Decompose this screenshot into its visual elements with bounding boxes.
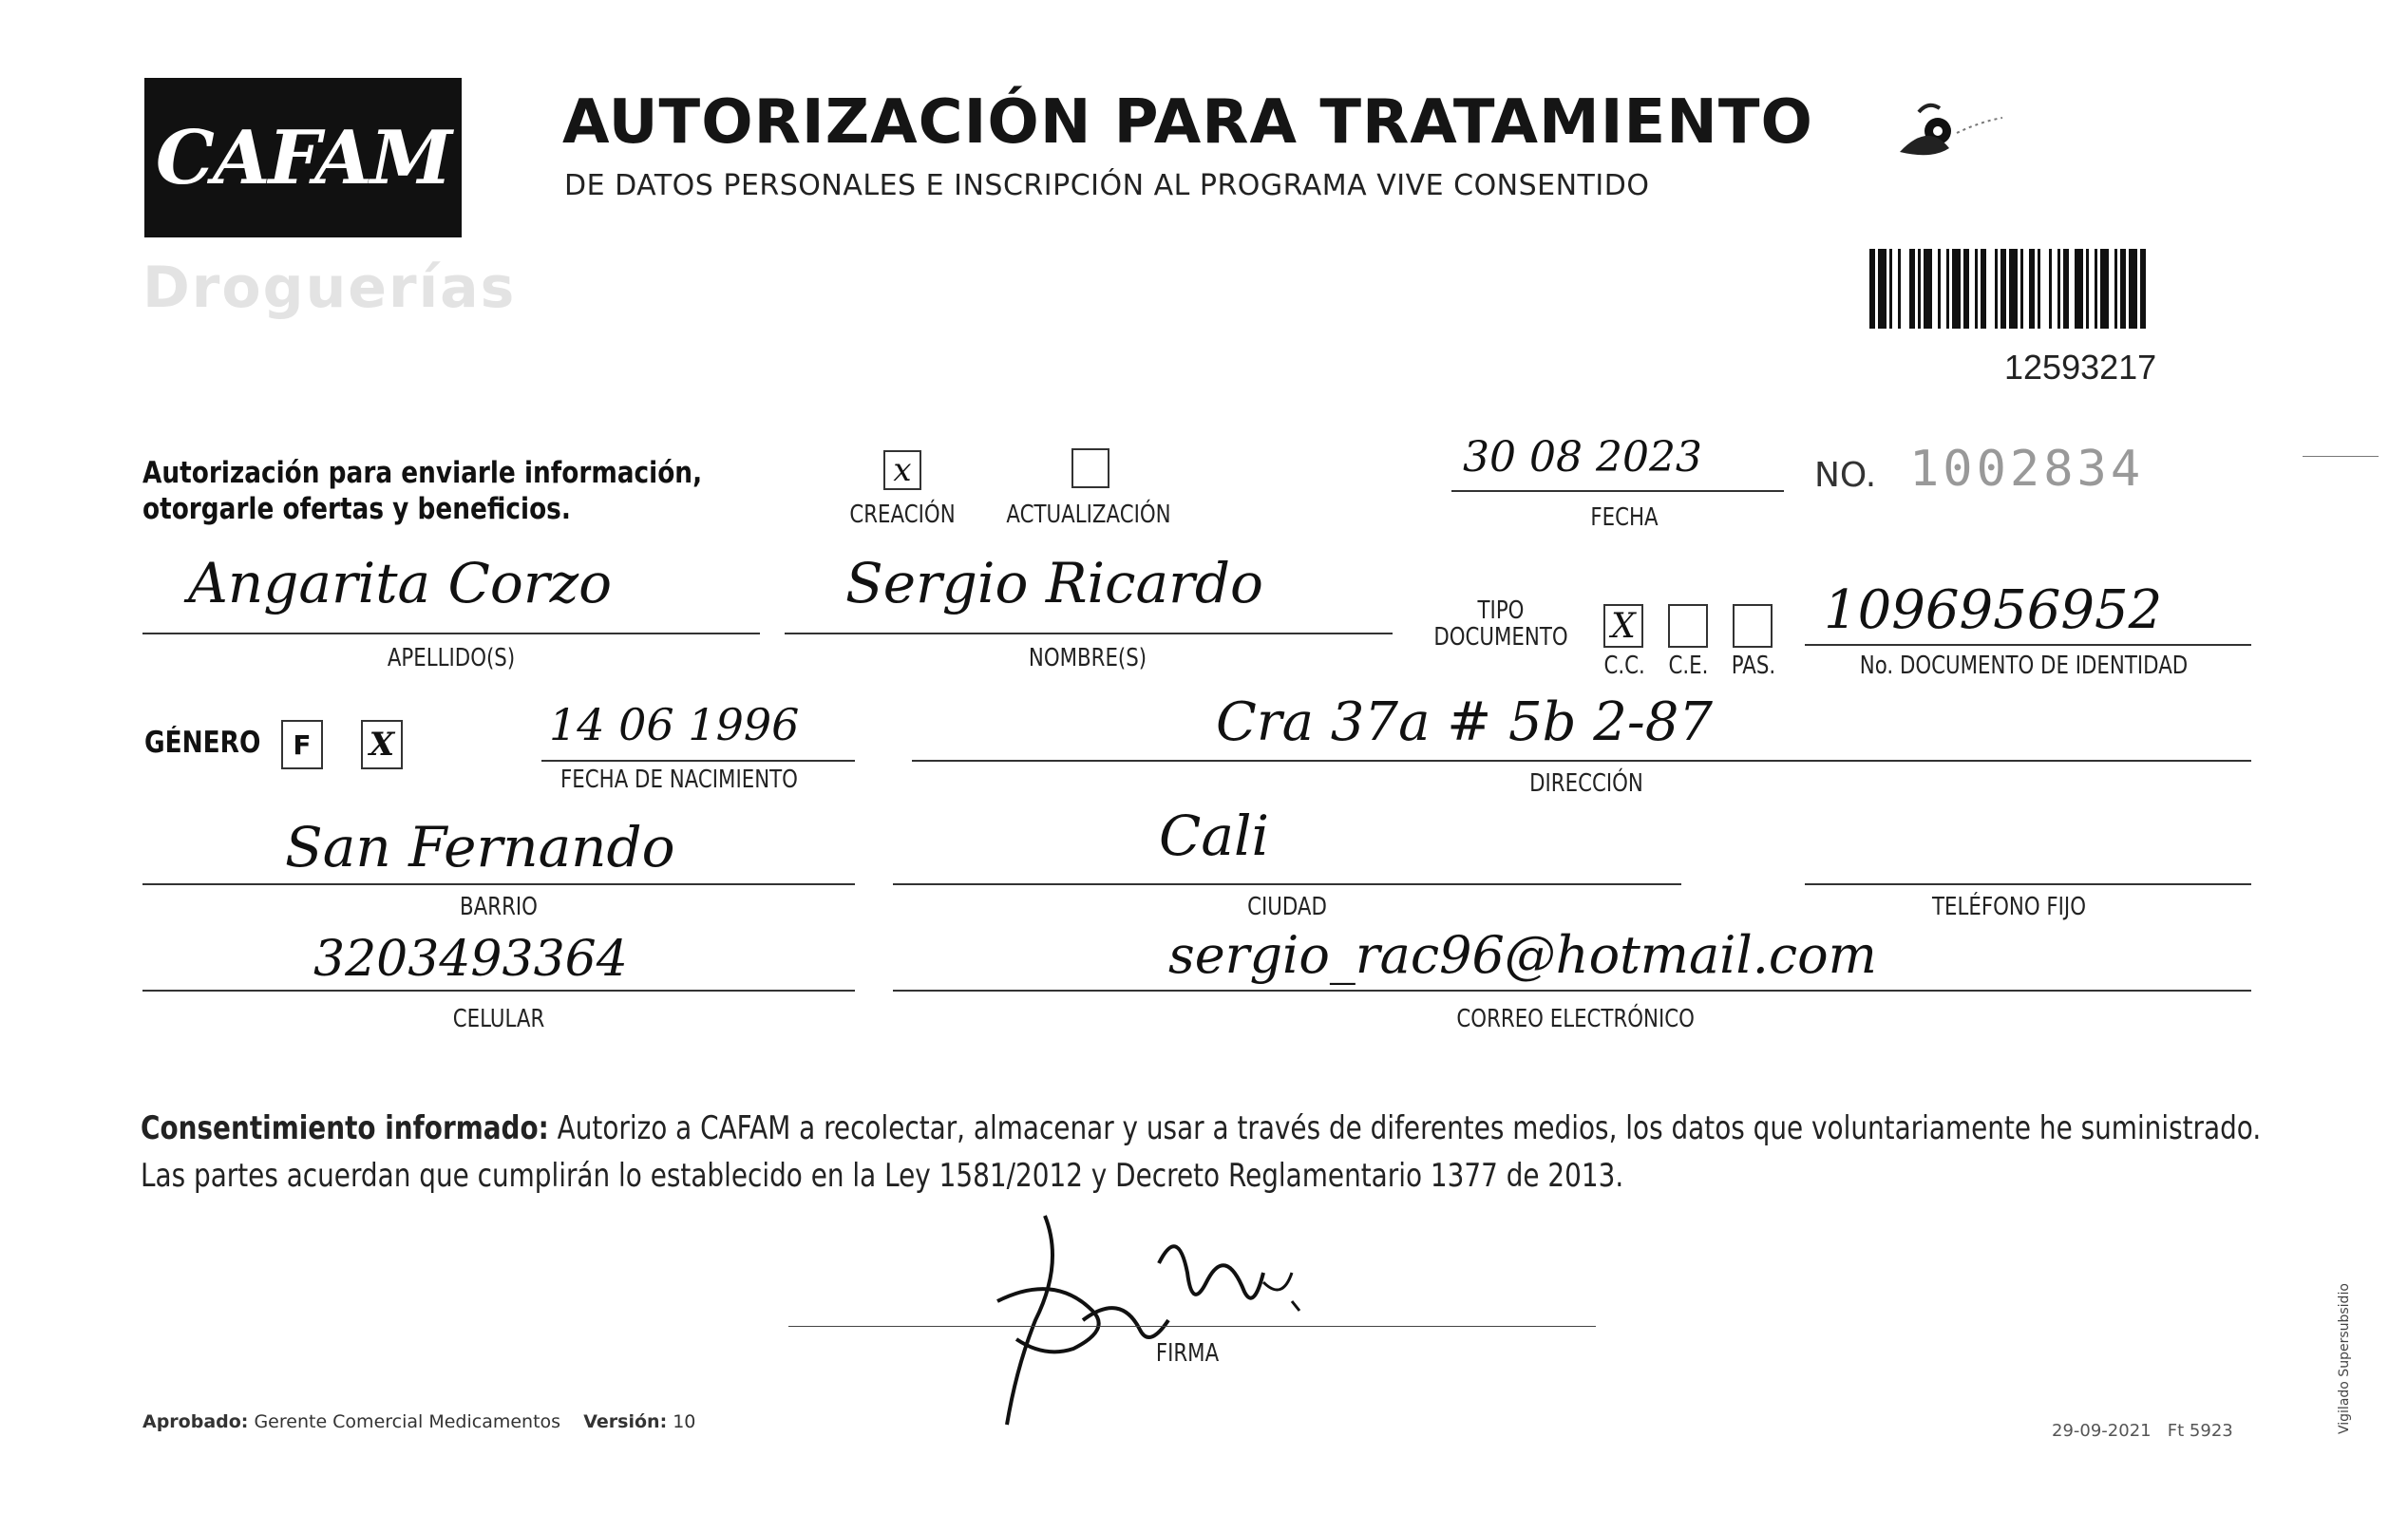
consent-body-line1: Autorizo a CAFAM a recolectar, almacenar y usar a través de diferentes medios, los datos que voluntariamente he suministrado. [548, 1109, 2262, 1147]
barcode-icon [1869, 249, 2253, 329]
documento-label: No. DOCUMENTO DE IDENTIDAD [1859, 652, 2189, 680]
footer-approval [142, 1411, 695, 1432]
pas-checkbox[interactable] [1733, 604, 1773, 648]
actualizacion-checkbox[interactable] [1071, 448, 1109, 488]
creacion-label: CREACIÓN [849, 501, 956, 529]
nacimiento-value: 14 06 1996 [549, 699, 800, 750]
no-label: NO. [1814, 456, 1877, 495]
actualizacion-label: ACTUALIZACIÓN [1006, 501, 1171, 529]
documento-type-label: DOCUMENTO [1433, 623, 1568, 652]
ce-checkbox[interactable] [1668, 604, 1708, 648]
ce-label: C.E. [1668, 652, 1709, 680]
date-code: 29-09-2021 [2052, 1421, 2152, 1441]
celular-label: CELULAR [452, 1005, 545, 1033]
tipo-label: TIPO [1477, 596, 1525, 625]
nombres-value: Sergio Ricardo [845, 551, 1263, 615]
barrio-label: BARRIO [460, 893, 538, 921]
version-value: 10 [673, 1411, 696, 1432]
fecha-label: FECHA [1590, 503, 1659, 532]
consecutivo-number: 1002834 [1909, 441, 2145, 498]
page-subtitle: DE DATOS PERSONALES E INSCRIPCIÓN AL PROGRAMA VIVE CONSENTIDO [564, 169, 1650, 202]
consent-title: Consentimiento informado: [141, 1109, 549, 1147]
page-title: AUTORIZACIÓN PARA TRATAMIENTO [562, 87, 1813, 158]
vigilado-side-text: Vigilado Supersubsidio [2337, 1283, 2352, 1434]
genero-m-check-mark: X [369, 726, 395, 764]
barrio-value: San Fernando [285, 815, 675, 879]
cafam-logo [144, 78, 462, 237]
consent-body-line2: Las partes acuerdan que cumplirán lo establecido en la Ley 1581/2012 y Decreto Reglamentario 1377 de 2013. [141, 1157, 1624, 1195]
direccion-value: Cra 37a # 5b 2-87 [1216, 691, 1714, 753]
correo-label: CORREO ELECTRÓNICO [1456, 1005, 1695, 1033]
genero-m-checkbox[interactable] [361, 720, 403, 769]
nombres-label: NOMBRE(S) [1028, 644, 1147, 672]
aprobado-value: Gerente Comercial Medicamentos [254, 1411, 561, 1432]
telefono-label: TELÉFONO FIJO [1931, 893, 2087, 921]
cc-label: C.C. [1603, 652, 1645, 680]
direccion-label: DIRECCIÓN [1529, 769, 1643, 798]
logo-subtitle: Droguerías [142, 255, 517, 321]
auth-text-line1: Autorización para enviarle información, [142, 456, 703, 490]
nacimiento-label: FECHA DE NACIMIENTO [560, 766, 798, 794]
genero-f-checkbox[interactable] [281, 720, 323, 769]
genero-label: GÉNERO [144, 726, 261, 760]
correo-value: sergio_rac96@hotmail.com [1168, 925, 1877, 985]
ciudad-value: Cali [1159, 804, 1270, 868]
ciudad-label: CIUDAD [1247, 893, 1327, 921]
handwritten-signature [978, 1206, 1339, 1434]
pas-label: PAS. [1731, 652, 1776, 680]
aprobado-label: Aprobado: [142, 1411, 249, 1432]
cc-checkbox[interactable] [1603, 604, 1643, 648]
auth-text-line2: otorgarle ofertas y beneficios. [142, 492, 571, 526]
version-label: Versión: [583, 1411, 668, 1432]
footer-date-code [2052, 1421, 2233, 1441]
fecha-value: 30 08 2023 [1463, 433, 1702, 482]
cc-check-mark: X [1611, 606, 1636, 646]
celular-value: 3203493364 [313, 931, 628, 988]
documento-value: 1096956952 [1824, 579, 2163, 641]
creacion-check-mark: x [893, 451, 912, 489]
apellidos-value: Angarita Corzo [188, 551, 613, 615]
firma-label: FIRMA [1155, 1339, 1220, 1368]
barcode-number: 12593217 [2004, 348, 2157, 387]
program-emblem-icon [1890, 93, 2014, 169]
consent-text [141, 1109, 2384, 1147]
logo-text: CAFAM [155, 114, 451, 201]
apellidos-label: APELLIDO(S) [387, 644, 516, 672]
creacion-checkbox[interactable] [883, 450, 921, 490]
genero-f-label: F [293, 728, 312, 761]
form-code: Ft 5923 [2167, 1421, 2233, 1441]
